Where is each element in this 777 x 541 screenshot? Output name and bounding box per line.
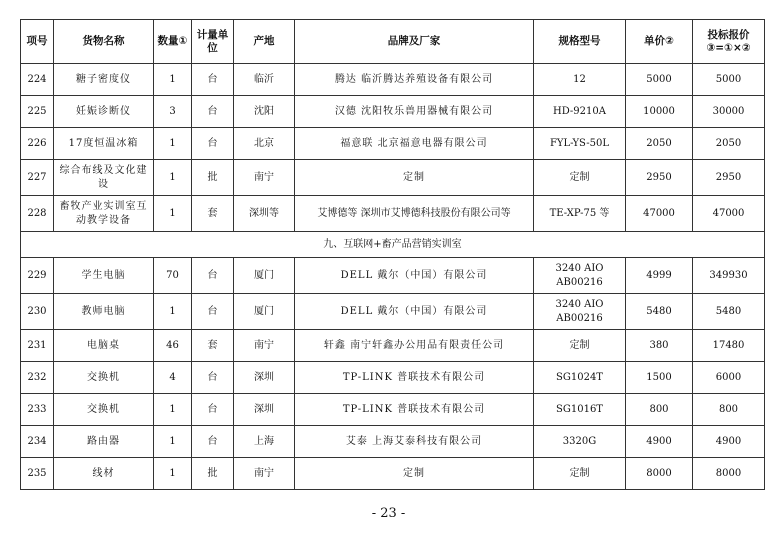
header-bid-total: 投标报价③=①×② (693, 20, 765, 64)
cell-brand: DELL 戴尔（中国）有限公司 (295, 258, 534, 294)
cell-qty: 1 (154, 394, 192, 426)
cell-no: 235 (21, 458, 54, 490)
cell-brand: 汉德 沈阳牧乐兽用器械有限公司 (295, 96, 534, 128)
cell-origin: 深圳 (234, 362, 295, 394)
cell-unit: 台 (192, 128, 234, 160)
cell-model (534, 258, 626, 294)
cell-brand: 艾泰 上海艾泰科技有限公司 (295, 426, 534, 458)
cell-origin: 厦门 (234, 258, 295, 294)
cell-total: 800 (693, 394, 765, 426)
section-title: 九、互联网+畜产品营销实训室 (21, 232, 765, 258)
cell-qty: 1 (154, 196, 192, 232)
table-row (21, 160, 765, 196)
header-origin: 产地 (234, 20, 295, 64)
cell-model: 12 (534, 64, 626, 96)
cell-name: 交换机 (54, 394, 154, 426)
cell-price: 47000 (626, 196, 693, 232)
table-row (21, 128, 765, 160)
cell-price: 4900 (626, 426, 693, 458)
cell-model-line2: AB00216 (556, 276, 603, 288)
cell-origin: 南宁 (234, 160, 295, 196)
cell-name: 交换机 (54, 362, 154, 394)
cell-price: 2950 (626, 160, 693, 196)
cell-qty: 1 (154, 426, 192, 458)
table-row (21, 394, 765, 426)
cell-total: 349930 (693, 258, 765, 294)
section-header-row (21, 232, 765, 258)
cell-unit: 批 (192, 458, 234, 490)
bid-price-table (20, 19, 765, 490)
cell-total: 2950 (693, 160, 765, 196)
cell-qty: 1 (154, 160, 192, 196)
cell-name: 畜牧产业实训室互动教学设备 (54, 196, 154, 232)
cell-name: 妊娠诊断仪 (54, 96, 154, 128)
cell-total: 2050 (693, 128, 765, 160)
cell-no: 232 (21, 362, 54, 394)
cell-total: 5000 (693, 64, 765, 96)
cell-model-line1: 3240 AIO (555, 262, 604, 274)
cell-total: 4900 (693, 426, 765, 458)
header-unit-price: 单价② (626, 20, 693, 64)
cell-total: 30000 (693, 96, 765, 128)
cell-name: 17度恒温冰箱 (54, 128, 154, 160)
cell-model-line2: AB00216 (556, 312, 603, 324)
table-row (21, 362, 765, 394)
cell-brand: 定制 (295, 160, 534, 196)
cell-no: 224 (21, 64, 54, 96)
cell-origin: 沈阳 (234, 96, 295, 128)
cell-unit: 台 (192, 258, 234, 294)
cell-model: 定制 (534, 330, 626, 362)
cell-price: 380 (626, 330, 693, 362)
table-row (21, 96, 765, 128)
cell-name: 路由器 (54, 426, 154, 458)
cell-brand: TP-LINK 普联技术有限公司 (295, 394, 534, 426)
cell-qty: 1 (154, 458, 192, 490)
cell-no: 231 (21, 330, 54, 362)
cell-unit: 台 (192, 362, 234, 394)
cell-model: SG1016T (534, 394, 626, 426)
cell-brand: 腾达 临沂腾达养殖设备有限公司 (295, 64, 534, 96)
header-model: 规格型号 (534, 20, 626, 64)
cell-no: 225 (21, 96, 54, 128)
cell-qty: 1 (154, 64, 192, 96)
cell-unit: 台 (192, 64, 234, 96)
header-brand-maker: 品牌及厂家 (295, 20, 534, 64)
table-row (21, 258, 765, 294)
table-row (21, 196, 765, 232)
cell-total: 6000 (693, 362, 765, 394)
cell-origin: 上海 (234, 426, 295, 458)
cell-qty: 1 (154, 128, 192, 160)
cell-brand: DELL 戴尔（中国）有限公司 (295, 294, 534, 330)
cell-no: 234 (21, 426, 54, 458)
table-row (21, 294, 765, 330)
cell-origin: 南宁 (234, 330, 295, 362)
header-unit: 计量单位 (192, 20, 234, 64)
cell-model-line1: 3240 AIO (555, 298, 604, 310)
cell-name: 教师电脑 (54, 294, 154, 330)
cell-total: 5480 (693, 294, 765, 330)
cell-qty: 3 (154, 96, 192, 128)
cell-name: 电脑桌 (54, 330, 154, 362)
cell-name: 综合布线及文化建设 (54, 160, 154, 196)
cell-model: TE-XP-75 等 (534, 196, 626, 232)
cell-origin: 南宁 (234, 458, 295, 490)
cell-price: 5000 (626, 64, 693, 96)
table-row (21, 64, 765, 96)
cell-no: 228 (21, 196, 54, 232)
header-quantity: 数量① (154, 20, 192, 64)
cell-price: 1500 (626, 362, 693, 394)
cell-brand: 福意联 北京福意电器有限公司 (295, 128, 534, 160)
cell-model: 定制 (534, 160, 626, 196)
cell-name: 线材 (54, 458, 154, 490)
cell-qty: 1 (154, 294, 192, 330)
cell-no: 226 (21, 128, 54, 160)
cell-price: 10000 (626, 96, 693, 128)
cell-origin: 临沂 (234, 64, 295, 96)
cell-qty: 46 (154, 330, 192, 362)
cell-unit: 套 (192, 196, 234, 232)
cell-model: HD-9210A (534, 96, 626, 128)
cell-no: 229 (21, 258, 54, 294)
cell-brand: TP-LINK 普联技术有限公司 (295, 362, 534, 394)
cell-price: 800 (626, 394, 693, 426)
table-header-row (21, 20, 765, 64)
cell-model: SG1024T (534, 362, 626, 394)
cell-price: 2050 (626, 128, 693, 160)
table-row (21, 426, 765, 458)
cell-price: 4999 (626, 258, 693, 294)
cell-origin: 深圳 (234, 394, 295, 426)
cell-origin: 北京 (234, 128, 295, 160)
cell-unit: 批 (192, 160, 234, 196)
cell-unit: 台 (192, 426, 234, 458)
cell-unit: 台 (192, 394, 234, 426)
cell-origin: 厦门 (234, 294, 295, 330)
cell-model: FYL-YS-50L (534, 128, 626, 160)
cell-name: 糖子密度仪 (54, 64, 154, 96)
cell-unit: 套 (192, 330, 234, 362)
table-row (21, 458, 765, 490)
cell-brand: 定制 (295, 458, 534, 490)
cell-total: 47000 (693, 196, 765, 232)
cell-no: 233 (21, 394, 54, 426)
cell-price: 8000 (626, 458, 693, 490)
cell-qty: 70 (154, 258, 192, 294)
cell-model: 3320G (534, 426, 626, 458)
cell-unit: 台 (192, 294, 234, 330)
cell-no: 227 (21, 160, 54, 196)
cell-model: 定制 (534, 458, 626, 490)
cell-price: 5480 (626, 294, 693, 330)
table-row (21, 330, 765, 362)
page-number: - 23 - (371, 506, 406, 521)
cell-brand: 轩鑫 南宁轩鑫办公用品有限责任公司 (295, 330, 534, 362)
cell-brand: 艾博德等 深圳市艾博德科技股份有限公司等 (295, 196, 534, 232)
header-goods-name: 货物名称 (54, 20, 154, 64)
cell-model (534, 294, 626, 330)
cell-total: 8000 (693, 458, 765, 490)
cell-origin: 深圳等 (234, 196, 295, 232)
cell-no: 230 (21, 294, 54, 330)
header-item-no: 项号 (21, 20, 54, 64)
cell-name: 学生电脑 (54, 258, 154, 294)
cell-qty: 4 (154, 362, 192, 394)
cell-unit: 台 (192, 96, 234, 128)
cell-total: 17480 (693, 330, 765, 362)
